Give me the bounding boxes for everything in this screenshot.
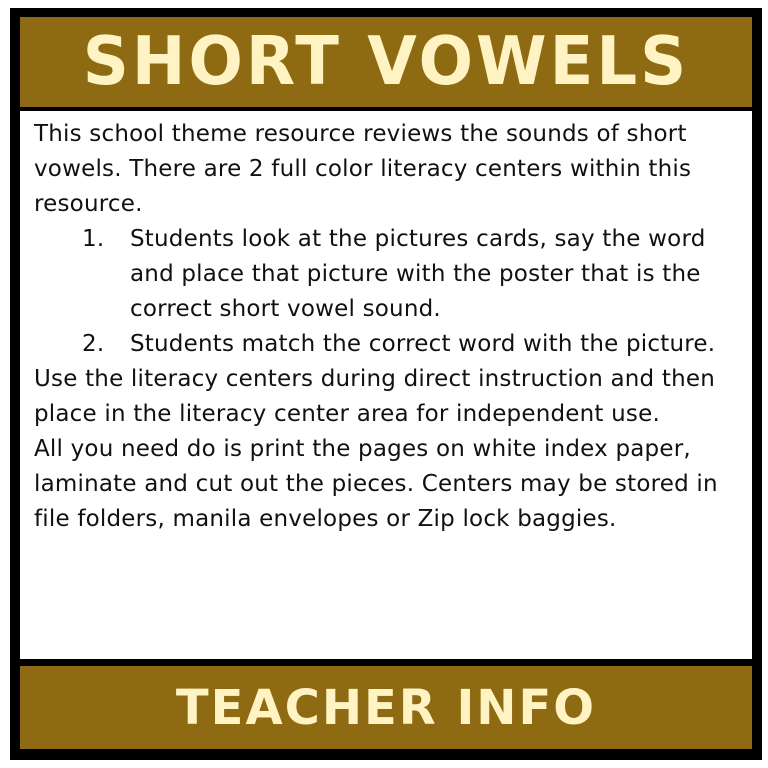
page-title: SHORT VOWELS (82, 23, 690, 101)
info-body (20, 111, 752, 659)
prep-paragraph: All you need do is print the pages on white index paper, laminate and cut out the pieces. Centers may be stored in file folders, manila envelopes or Zip lock baggies. (34, 436, 718, 532)
footer-title: TEACHER INFO (175, 679, 597, 736)
step-text: Students look at the pictures cards, say the word and place that picture with the poster that is the correct short vowel sound. (130, 226, 706, 322)
card-frame (10, 8, 762, 760)
step-number: 1. (82, 226, 105, 252)
list-item (34, 222, 740, 327)
footer-banner (20, 666, 752, 749)
list-item (34, 327, 740, 362)
usage-paragraph: Use the literacy centers during direct instruction and then place in the literacy center area for independent use. (34, 366, 715, 427)
intro-paragraph: This school theme resource reviews the sounds of short vowels. There are 2 full color literacy centers within this resource. (34, 121, 692, 217)
step-text: Students match the correct word with the picture. (130, 331, 716, 357)
header-banner (20, 17, 752, 107)
step-number: 2. (82, 331, 105, 357)
steps-list (34, 222, 740, 362)
